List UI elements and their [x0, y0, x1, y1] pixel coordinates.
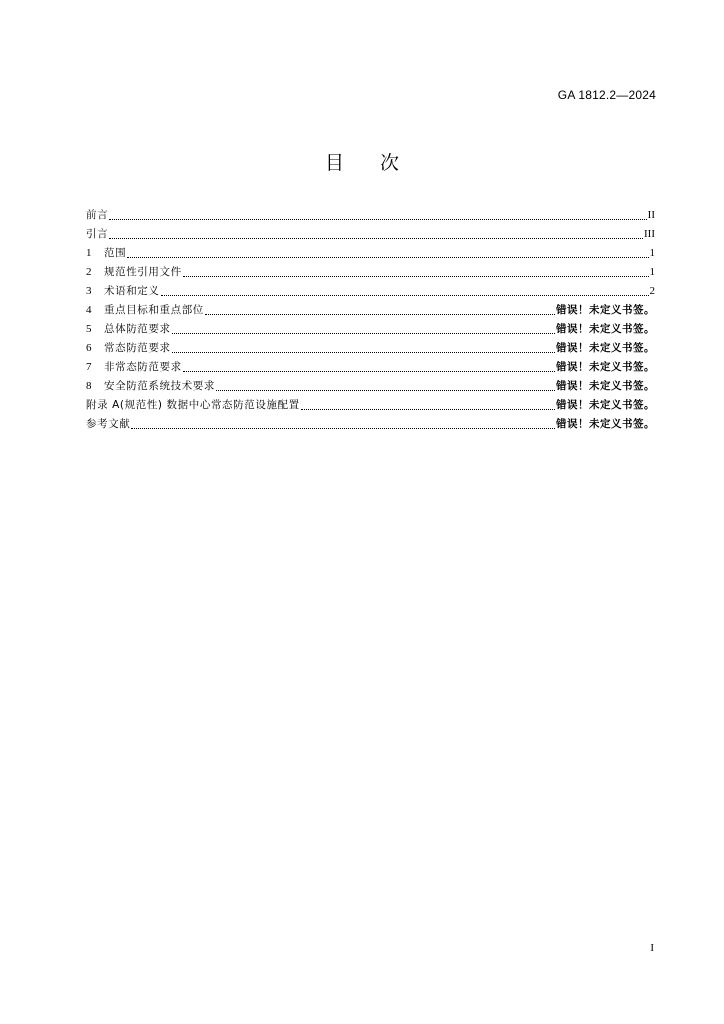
toc-entry-normal-requirements[interactable] — [86, 339, 655, 358]
title-char-1: 目 — [324, 152, 344, 174]
table-of-contents — [86, 206, 655, 434]
toc-entry-label: 安全防范系统技术要求 — [104, 380, 215, 392]
page-title — [0, 148, 724, 175]
toc-entry-page-error: 错误！未定义书签。 — [556, 418, 655, 430]
toc-entry-number: 8 — [86, 380, 92, 392]
toc-leader-dots — [301, 396, 555, 415]
toc-entry-bibliography[interactable] — [86, 415, 655, 434]
toc-entry-label: 前言 — [86, 209, 109, 221]
toc-entry-page: II — [647, 209, 655, 221]
toc-entry-number: 6 — [86, 342, 92, 354]
toc-leader-dots — [131, 415, 555, 434]
toc-leader-dots — [183, 263, 649, 282]
toc-leader-dots — [109, 225, 643, 244]
toc-leader-dots — [216, 377, 555, 396]
toc-entry-page: 2 — [649, 285, 655, 297]
toc-entry-label: 附录 A(规范性) 数据中心常态防范设施配置 — [86, 399, 300, 411]
toc-entry-label: 重点目标和重点部位 — [104, 304, 204, 316]
toc-entry-terms-definitions[interactable] — [86, 282, 655, 301]
toc-entry-label: 总体防范要求 — [104, 323, 171, 335]
toc-entry-label: 范围 — [104, 247, 127, 259]
toc-entry-general-requirements[interactable] — [86, 320, 655, 339]
toc-entry-page-error: 错误！未定义书签。 — [556, 342, 655, 354]
toc-entry-label: 引言 — [86, 228, 109, 240]
toc-leader-dots — [172, 320, 555, 339]
toc-entry-scope[interactable] — [86, 244, 655, 263]
toc-entry-page: 1 — [649, 247, 655, 259]
toc-entry-page: 1 — [649, 266, 655, 278]
toc-entry-page-error: 错误！未定义书签。 — [556, 304, 655, 316]
toc-entry-number: 7 — [86, 361, 92, 373]
toc-entry-label: 规范性引用文件 — [104, 266, 182, 278]
toc-entry-normative-references[interactable] — [86, 263, 655, 282]
toc-entry-label: 参考文献 — [86, 418, 131, 430]
page-number: I — [650, 942, 654, 954]
toc-entry-system-technical[interactable] — [86, 377, 655, 396]
toc-entry-abnormal-requirements[interactable] — [86, 358, 655, 377]
toc-entry-number: 5 — [86, 323, 92, 335]
toc-entry-appendix-a[interactable] — [86, 396, 655, 415]
toc-entry-page-error: 错误！未定义书签。 — [556, 380, 655, 392]
toc-entry-label: 术语和定义 — [104, 285, 160, 297]
toc-leader-dots — [127, 244, 648, 263]
toc-entry-number: 3 — [86, 285, 92, 297]
toc-entry-page-error: 错误！未定义书签。 — [556, 361, 655, 373]
toc-entry-foreword[interactable] — [86, 206, 655, 225]
toc-leader-dots — [183, 358, 555, 377]
toc-entry-page-error: 错误！未定义书签。 — [556, 323, 655, 335]
toc-entry-number: 2 — [86, 266, 92, 278]
toc-entry-page-error: 错误！未定义书签。 — [556, 399, 655, 411]
title-char-2: 次 — [380, 152, 400, 174]
toc-entry-number: 1 — [86, 247, 92, 259]
toc-leader-dots — [109, 206, 646, 225]
toc-entry-page: III — [644, 228, 655, 240]
toc-leader-dots — [172, 339, 555, 358]
toc-entry-label: 常态防范要求 — [104, 342, 171, 354]
toc-entry-number: 4 — [86, 304, 92, 316]
standard-code: GA 1812.2—2024 — [557, 88, 656, 102]
toc-entry-introduction[interactable] — [86, 225, 655, 244]
toc-leader-dots — [161, 282, 649, 301]
toc-leader-dots — [205, 301, 555, 320]
toc-entry-label: 非常态防范要求 — [104, 361, 182, 373]
toc-entry-key-targets[interactable] — [86, 301, 655, 320]
